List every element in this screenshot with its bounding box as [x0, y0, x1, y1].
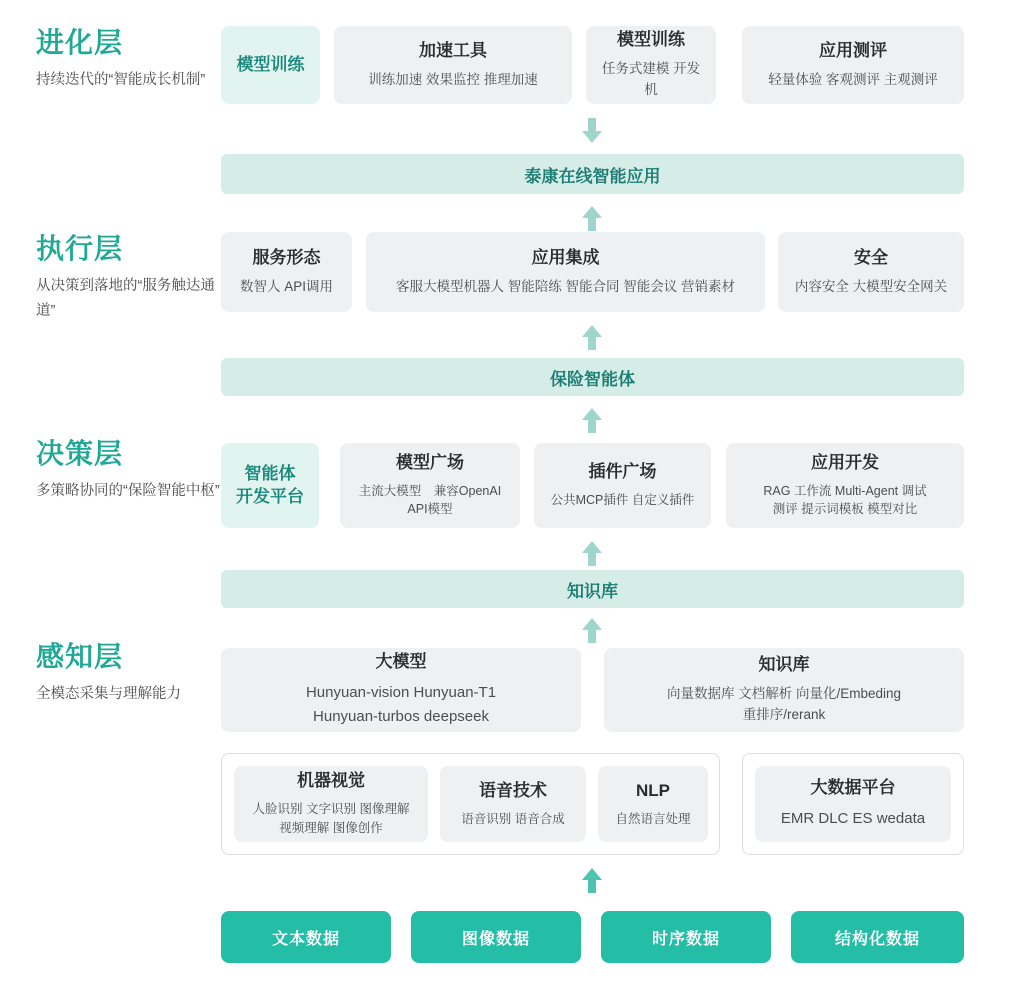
- card-knowledge-base[interactable]: [604, 648, 964, 732]
- card-large-models[interactable]: [221, 648, 581, 732]
- card-title: 大数据平台: [810, 778, 896, 798]
- card-title: 大模型: [375, 652, 427, 672]
- card-title: NLP: [636, 780, 670, 800]
- layer-title: 决策层: [36, 438, 124, 469]
- card-agent-dev-platform[interactable]: [221, 443, 319, 528]
- chip-timeseries-data[interactable]: 时序数据: [601, 911, 771, 963]
- card-subtitle: Hunyuan-vision Hunyuan-T1 Hunyuan-turbos deepseek: [305, 683, 497, 725]
- card-big-data-platform[interactable]: [755, 766, 951, 842]
- card-title: 模型广场: [396, 452, 464, 472]
- card-title: 语音技术: [479, 780, 547, 800]
- layer-desc: 持续迭代的“智能成长机制”: [36, 71, 206, 88]
- card-title: 模型训练: [617, 30, 685, 50]
- card-subtitle: RAG 工作流 Multi-Agent 调试 测评 提示词模板 模型对比: [763, 483, 927, 517]
- arrow-down-icon: [581, 118, 603, 144]
- layer-title: 进化层: [36, 27, 124, 58]
- layer-desc: 多策略协同的“保险智能中枢”: [36, 482, 220, 499]
- chip-text-data[interactable]: 文本数据: [221, 911, 391, 963]
- card-app-evaluation[interactable]: [742, 26, 964, 104]
- card-speech-tech[interactable]: [440, 766, 586, 842]
- card-subtitle: 自然语言处理: [615, 811, 691, 826]
- card-subtitle: 公共MCP插件 自定义插件: [550, 493, 695, 508]
- card-security[interactable]: [778, 232, 964, 312]
- card-subtitle: 语音识别 语音合成: [461, 811, 565, 826]
- arrow-up-icon: [581, 206, 603, 232]
- layer-title: 执行层: [36, 233, 124, 264]
- card-model-plaza[interactable]: [340, 443, 520, 528]
- card-machine-vision[interactable]: [234, 766, 428, 842]
- layer-label-decision: [36, 437, 221, 504]
- card-title: 机器视觉: [297, 771, 365, 791]
- card-title: 服务形态: [252, 247, 321, 267]
- card-subtitle: 人脸识别 文字识别 图像理解 视频理解 图像创作: [252, 802, 410, 835]
- card-subtitle: 轻量体验 客观测评 主观测评: [768, 71, 938, 87]
- card-title: 应用集成: [531, 247, 600, 267]
- card-nlp[interactable]: [598, 766, 708, 842]
- arrow-up-icon: [581, 325, 603, 351]
- card-subtitle: 训练加速 效果监控 推理加速: [368, 71, 538, 87]
- card-service-form[interactable]: [221, 232, 352, 312]
- card-subtitle: 数智人 API调用: [239, 278, 333, 294]
- bar-taikang-online-app: 泰康在线智能应用: [221, 154, 964, 194]
- chip-structured-data[interactable]: 结构化数据: [791, 911, 964, 963]
- card-subtitle: 客服大模型机器人 智能陪练 智能合同 智能会议 营销素材: [395, 278, 735, 294]
- card-model-training[interactable]: [586, 26, 716, 104]
- layer-desc: 全模态采集与理解能力: [36, 685, 181, 702]
- layer-label-evolution: [36, 26, 221, 93]
- card-subtitle: 内容安全 大模型安全网关: [794, 278, 948, 294]
- card-title: 应用测评: [819, 40, 887, 60]
- arrow-up-icon: [581, 408, 603, 434]
- card-title: 安全: [854, 247, 888, 267]
- card-title: 知识库: [758, 655, 810, 675]
- layer-title: 感知层: [36, 641, 124, 672]
- arrow-up-icon: [581, 618, 603, 644]
- card-plugin-plaza[interactable]: [534, 443, 711, 528]
- card-subtitle: EMR DLC ES wedata: [780, 809, 926, 827]
- card-subtitle: 任务式建模 开发机: [601, 61, 701, 97]
- arrow-up-icon: [581, 541, 603, 567]
- layer-desc: 从决策到落地的“服务触达通道”: [36, 277, 215, 319]
- arrow-up-icon: [581, 868, 603, 894]
- card-title: 智能体 开发平台: [236, 463, 304, 506]
- card-model-training-evolution[interactable]: [221, 26, 320, 104]
- card-title: 加速工具: [419, 40, 487, 60]
- card-acceleration-tools[interactable]: [334, 26, 572, 104]
- bar-knowledge-base: 知识库: [221, 570, 964, 608]
- card-title: 模型训练: [236, 54, 305, 74]
- card-app-development[interactable]: [726, 443, 964, 528]
- layer-label-execution: [36, 232, 221, 324]
- card-app-integration[interactable]: [366, 232, 765, 312]
- card-subtitle: 主流大模型 兼容OpenAI API模型: [358, 483, 502, 517]
- card-title: 应用开发: [811, 452, 879, 472]
- bar-insurance-agent: 保险智能体: [221, 358, 964, 396]
- layer-label-perception: [36, 640, 221, 707]
- card-subtitle: 向量数据库 文档解析 向量化/Embeding 重排序/rerank: [666, 686, 902, 722]
- card-title: 插件广场: [588, 462, 657, 482]
- chip-image-data[interactable]: 图像数据: [411, 911, 581, 963]
